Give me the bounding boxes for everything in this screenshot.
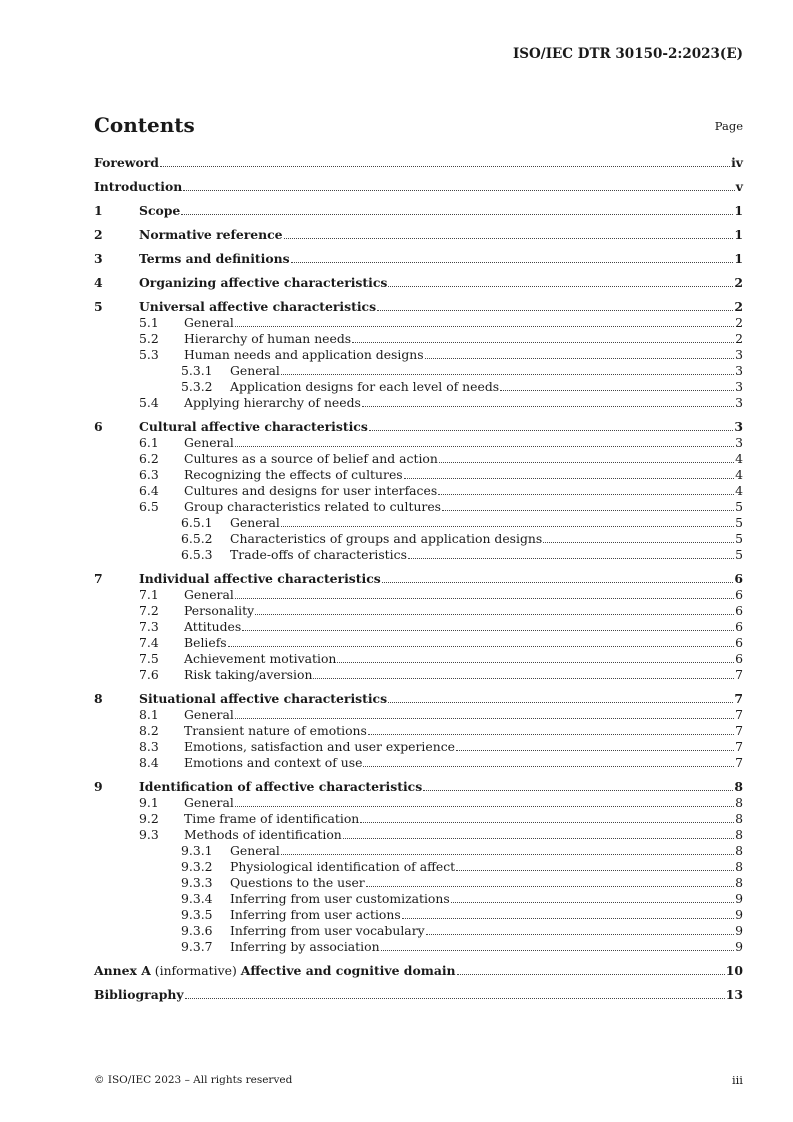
- dot-leader: [313, 678, 734, 679]
- toc-entry-page: 5: [735, 531, 743, 546]
- toc-entry-title: Methods of identification: [184, 827, 342, 842]
- dot-leader: [181, 214, 733, 215]
- toc-entry-title: Transient nature of emotions: [184, 723, 367, 738]
- dot-leader: [438, 494, 734, 495]
- toc-entry[interactable]: [94, 347, 743, 363]
- toc-entry-number: 5.2: [139, 331, 159, 346]
- toc-entry[interactable]: [94, 467, 743, 483]
- dot-leader: [456, 870, 734, 871]
- dot-leader: [500, 390, 734, 391]
- toc-entry-page: 6: [734, 571, 743, 586]
- toc-entry-title: Cultures as a source of belief and action: [184, 451, 438, 466]
- dot-leader: [360, 822, 734, 823]
- toc-entry-number: 6.5.3: [181, 547, 213, 562]
- toc-entry-title: Emotions, satisfaction and user experience: [184, 739, 455, 754]
- toc-entry-title: General: [230, 363, 280, 378]
- toc-entry-title: Beliefs: [184, 635, 227, 650]
- toc-entry-page: iv: [731, 155, 743, 170]
- toc-entry-title: Risk taking/aversion: [184, 667, 313, 682]
- toc-entry-page: 5: [735, 547, 743, 562]
- toc-entry-title: Trade-offs of characteristics: [230, 547, 407, 562]
- toc-entry[interactable]: [94, 963, 743, 979]
- toc-entry-title: Application designs for each level of needs: [230, 379, 500, 394]
- toc-entry[interactable]: [94, 707, 743, 723]
- toc-entry-page: 8: [735, 843, 743, 858]
- toc-entry-title: Achievement motivation: [184, 651, 337, 666]
- toc-entry-page: 2: [735, 331, 743, 346]
- toc-entry[interactable]: [94, 179, 743, 195]
- toc-entry-page: 8: [735, 827, 743, 842]
- toc-entry-page: 2: [734, 299, 743, 314]
- dot-leader: [363, 766, 734, 767]
- toc-entry-title: General: [184, 707, 234, 722]
- toc-entry[interactable]: [94, 419, 743, 435]
- toc-entry-title: Recognizing the effects of cultures: [184, 467, 403, 482]
- toc-entry-page: 6: [735, 619, 743, 634]
- toc-entry-number: 5.4: [139, 395, 159, 410]
- toc-entry-title: General: [230, 843, 280, 858]
- toc-entry[interactable]: [94, 723, 743, 739]
- toc-entry[interactable]: [94, 515, 743, 531]
- toc-entry-number: 4: [94, 275, 103, 290]
- toc-entry-page: 3: [735, 395, 743, 410]
- toc-entry-number: 9.3.6: [181, 923, 213, 938]
- toc-entry-title: Emotions and context of use: [184, 755, 363, 770]
- toc-entry-title: General: [184, 795, 234, 810]
- toc-entry-number: 9.3.1: [181, 843, 213, 858]
- toc-entry-number: 6.5: [139, 499, 159, 514]
- toc-entry[interactable]: [94, 331, 743, 347]
- dot-leader: [377, 310, 733, 311]
- toc-entry[interactable]: [94, 275, 743, 291]
- toc-entry[interactable]: [94, 811, 743, 827]
- toc-entry-number: 6.5.1: [181, 515, 213, 530]
- toc-entry-number: 9.3.3: [181, 875, 213, 890]
- dot-leader: [291, 262, 734, 263]
- toc-entry-title: Human needs and application designs: [184, 347, 424, 362]
- toc-entry-title: Inferring from user vocabulary: [230, 923, 425, 938]
- toc-entry[interactable]: [94, 843, 743, 859]
- dot-leader: [402, 918, 734, 919]
- dot-leader: [160, 166, 730, 167]
- toc-entry-number: 8.2: [139, 723, 159, 738]
- toc-entry-number: 6.5.2: [181, 531, 213, 546]
- toc-entry-title: Applying hierarchy of needs: [184, 395, 361, 410]
- toc-entry[interactable]: [94, 795, 743, 811]
- toc-entry-page: 1: [734, 251, 743, 266]
- toc-entry-page: 10: [725, 963, 743, 978]
- toc-entry-page: 7: [735, 667, 743, 682]
- page-number: iii: [731, 1073, 743, 1087]
- toc-entry-number: 9.3: [139, 827, 159, 842]
- dot-leader: [352, 342, 734, 343]
- toc-entry-title: Personality: [184, 603, 255, 618]
- annex-label: Annex A: [94, 963, 151, 978]
- toc-entry[interactable]: [94, 299, 743, 315]
- toc-entry-number: 2: [94, 227, 103, 242]
- toc-entry-number: 5.3: [139, 347, 159, 362]
- toc-entry[interactable]: [94, 987, 743, 1003]
- toc-entry[interactable]: [94, 875, 743, 891]
- toc-entry-title: General: [230, 515, 280, 530]
- dot-leader: [381, 950, 735, 951]
- toc-entry-number: 7.1: [139, 587, 159, 602]
- dot-leader: [185, 998, 725, 999]
- toc-entry-page: 4: [735, 467, 743, 482]
- toc-entry-title: Time frame of identification: [184, 811, 360, 826]
- toc-entry-title: Situational affective characteristics: [139, 691, 388, 706]
- toc-entry-title: Inferring from user actions: [230, 907, 401, 922]
- dot-leader: [426, 934, 734, 935]
- dot-leader: [337, 662, 734, 663]
- dot-leader: [442, 510, 734, 511]
- toc-entry[interactable]: [94, 251, 743, 267]
- toc-entry-page: 3: [734, 419, 743, 434]
- toc-entry-title: [94, 963, 456, 979]
- toc-entry[interactable]: [94, 827, 743, 843]
- toc-entry-title: General: [184, 587, 234, 602]
- toc-entry-page: 9: [735, 939, 743, 954]
- toc-entry[interactable]: [94, 155, 743, 171]
- dot-leader: [242, 630, 734, 631]
- toc-entry[interactable]: [94, 203, 743, 219]
- toc-entry[interactable]: [94, 451, 743, 467]
- toc-entry[interactable]: [94, 859, 743, 875]
- toc-entry-title: Individual affective characteristics: [139, 571, 381, 586]
- dot-leader: [183, 190, 735, 191]
- toc-entry[interactable]: [94, 739, 743, 755]
- toc-entry-page: 8: [735, 811, 743, 826]
- toc-entry[interactable]: [94, 531, 743, 547]
- toc-entry-number: 5.1: [139, 315, 159, 330]
- toc-entry-number: 9.1: [139, 795, 159, 810]
- toc-entry-number: 6: [94, 419, 103, 434]
- toc-entry-number: 5.3.2: [181, 379, 213, 394]
- toc-entry-page: 6: [735, 603, 743, 618]
- toc-entry-number: 3: [94, 251, 103, 266]
- toc-entry-number: 9: [94, 779, 103, 794]
- dot-leader: [235, 718, 734, 719]
- dot-leader: [451, 902, 734, 903]
- toc-entry[interactable]: [94, 779, 743, 795]
- toc-entry-title: Scope: [139, 203, 181, 218]
- dot-leader: [281, 526, 734, 527]
- toc-entry-number: 6.4: [139, 483, 159, 498]
- toc-entry-number: 9.3.5: [181, 907, 213, 922]
- table-of-contents: [94, 155, 743, 1003]
- toc-entry-title: Attitudes: [184, 619, 242, 634]
- toc-entry-page: 5: [735, 499, 743, 514]
- toc-entry[interactable]: [94, 923, 743, 939]
- toc-entry[interactable]: [94, 547, 743, 563]
- toc-entry[interactable]: [94, 571, 743, 587]
- toc-entry-title: Questions to the user: [230, 875, 365, 890]
- dot-leader: [343, 838, 734, 839]
- toc-entry-title: Identification of affective characteristics: [139, 779, 423, 794]
- toc-entry-number: 8.1: [139, 707, 159, 722]
- toc-entry-number: 7.5: [139, 651, 159, 666]
- toc-entry-page: 8: [735, 875, 743, 890]
- toc-entry-title: Inferring by association: [230, 939, 380, 954]
- toc-entry-page: 6: [735, 587, 743, 602]
- toc-entry-page: 6: [735, 651, 743, 666]
- toc-entry-title: Organizing affective characteristics: [139, 275, 388, 290]
- toc-entry-page: 8: [735, 795, 743, 810]
- dot-leader: [255, 614, 734, 615]
- dot-leader: [457, 974, 725, 975]
- toc-entry[interactable]: [94, 499, 743, 515]
- toc-entry-title: Bibliography: [94, 987, 184, 1002]
- toc-entry-number: 7: [94, 571, 103, 586]
- toc-entry-title: Physiological identification of affect: [230, 859, 456, 874]
- dot-leader: [388, 702, 733, 703]
- toc-entry-page: 2: [734, 275, 743, 290]
- toc-entry-number: 5.3.1: [181, 363, 213, 378]
- toc-entry[interactable]: [94, 691, 743, 707]
- toc-entry-page: 6: [735, 635, 743, 650]
- toc-entry-number: 6.1: [139, 435, 159, 450]
- toc-entry-title: Inferring from user customizations: [230, 891, 450, 906]
- toc-entry-number: 9.3.2: [181, 859, 213, 874]
- toc-entry-number: 9.2: [139, 811, 159, 826]
- toc-entry[interactable]: [94, 483, 743, 499]
- document-id: ISO/IEC DTR 30150-2:2023(E): [512, 46, 743, 62]
- dot-leader: [408, 558, 734, 559]
- toc-entry-number: 6.2: [139, 451, 159, 466]
- dot-leader: [228, 646, 734, 647]
- annex-title: Affective and cognitive domain: [240, 963, 456, 978]
- dot-leader: [281, 374, 734, 375]
- toc-entry-page: 8: [735, 859, 743, 874]
- toc-entry-title: Group characteristics related to cultures: [184, 499, 442, 514]
- toc-entry[interactable]: [94, 907, 743, 923]
- toc-entry-title: General: [184, 435, 234, 450]
- dot-leader: [281, 854, 734, 855]
- toc-entry-title: Terms and definitions: [139, 251, 290, 266]
- dot-leader: [456, 750, 734, 751]
- page-column-label: Page: [714, 119, 743, 133]
- toc-entry-page: v: [735, 179, 743, 194]
- toc-entry-page: 8: [734, 779, 743, 794]
- toc-entry-number: 7.4: [139, 635, 159, 650]
- dot-leader: [235, 598, 734, 599]
- toc-entry[interactable]: [94, 587, 743, 603]
- dot-leader: [368, 734, 734, 735]
- toc-entry[interactable]: [94, 667, 743, 683]
- toc-entry-page: 1: [734, 203, 743, 218]
- toc-entry-number: 9.3.7: [181, 939, 213, 954]
- toc-entry[interactable]: [94, 755, 743, 771]
- toc-entry[interactable]: [94, 651, 743, 667]
- toc-entry-page: 13: [725, 987, 743, 1002]
- toc-entry-number: 8: [94, 691, 103, 706]
- toc-entry-page: 3: [735, 435, 743, 450]
- toc-entry[interactable]: [94, 363, 743, 379]
- copyright-footer: © ISO/IEC 2023 – All rights reserved: [94, 1074, 293, 1086]
- toc-entry-page: 5: [735, 515, 743, 530]
- toc-entry-number: 8.4: [139, 755, 159, 770]
- dot-leader: [284, 238, 734, 239]
- toc-entry-page: 3: [735, 379, 743, 394]
- toc-entry-page: 7: [735, 755, 743, 770]
- dot-leader: [235, 446, 734, 447]
- dot-leader: [366, 886, 734, 887]
- toc-entry-number: 7.3: [139, 619, 159, 634]
- dot-leader: [362, 406, 734, 407]
- toc-entry[interactable]: [94, 891, 743, 907]
- dot-leader: [404, 478, 734, 479]
- toc-entry-number: 6.3: [139, 467, 159, 482]
- toc-entry-title: Foreword: [94, 155, 159, 170]
- toc-entry-title: Cultural affective characteristics: [139, 419, 368, 434]
- toc-entry[interactable]: [94, 435, 743, 451]
- annex-note: (informative): [150, 963, 241, 978]
- toc-entry-title: Introduction: [94, 179, 183, 194]
- toc-entry-title: Cultures and designs for user interfaces: [184, 483, 438, 498]
- toc-entry-page: 7: [735, 739, 743, 754]
- toc-entry-title: Normative reference: [139, 227, 283, 242]
- toc-entry-page: 4: [735, 483, 743, 498]
- toc-entry-page: 1: [734, 227, 743, 242]
- toc-entry-title: Universal affective characteristics: [139, 299, 377, 314]
- dot-leader: [235, 806, 734, 807]
- toc-entry-number: 1: [94, 203, 103, 218]
- toc-entry-number: 5: [94, 299, 103, 314]
- toc-entry[interactable]: [94, 603, 743, 619]
- toc-entry[interactable]: [94, 619, 743, 635]
- dot-leader: [439, 462, 734, 463]
- toc-entry[interactable]: [94, 227, 743, 243]
- toc-entry-number: 9.3.4: [181, 891, 213, 906]
- toc-entry[interactable]: [94, 379, 743, 395]
- dot-leader: [425, 358, 734, 359]
- toc-entry[interactable]: [94, 939, 743, 955]
- toc-entry-page: 2: [735, 315, 743, 330]
- toc-entry-page: 9: [735, 891, 743, 906]
- toc-entry-page: 7: [734, 691, 743, 706]
- toc-entry-page: 9: [735, 907, 743, 922]
- dot-leader: [369, 430, 734, 431]
- toc-entry-page: 4: [735, 451, 743, 466]
- toc-entry-number: 7.6: [139, 667, 159, 682]
- toc-entry[interactable]: [94, 315, 743, 331]
- toc-entry-page: 7: [735, 723, 743, 738]
- dot-leader: [235, 326, 734, 327]
- dot-leader: [382, 582, 734, 583]
- dot-leader: [388, 286, 733, 287]
- toc-entry-page: 3: [735, 363, 743, 378]
- dot-leader: [543, 542, 734, 543]
- toc-entry-page: 3: [735, 347, 743, 362]
- toc-entry-title: Hierarchy of human needs: [184, 331, 352, 346]
- toc-entry-number: 8.3: [139, 739, 159, 754]
- dot-leader: [423, 790, 733, 791]
- toc-entry[interactable]: [94, 635, 743, 651]
- toc-entry-page: 7: [735, 707, 743, 722]
- toc-entry-number: 7.2: [139, 603, 159, 618]
- toc-entry-title: Characteristics of groups and application designs: [230, 531, 543, 546]
- toc-entry-title: General: [184, 315, 234, 330]
- page-title: Contents: [94, 113, 195, 137]
- toc-entry[interactable]: [94, 395, 743, 411]
- toc-entry-page: 9: [735, 923, 743, 938]
